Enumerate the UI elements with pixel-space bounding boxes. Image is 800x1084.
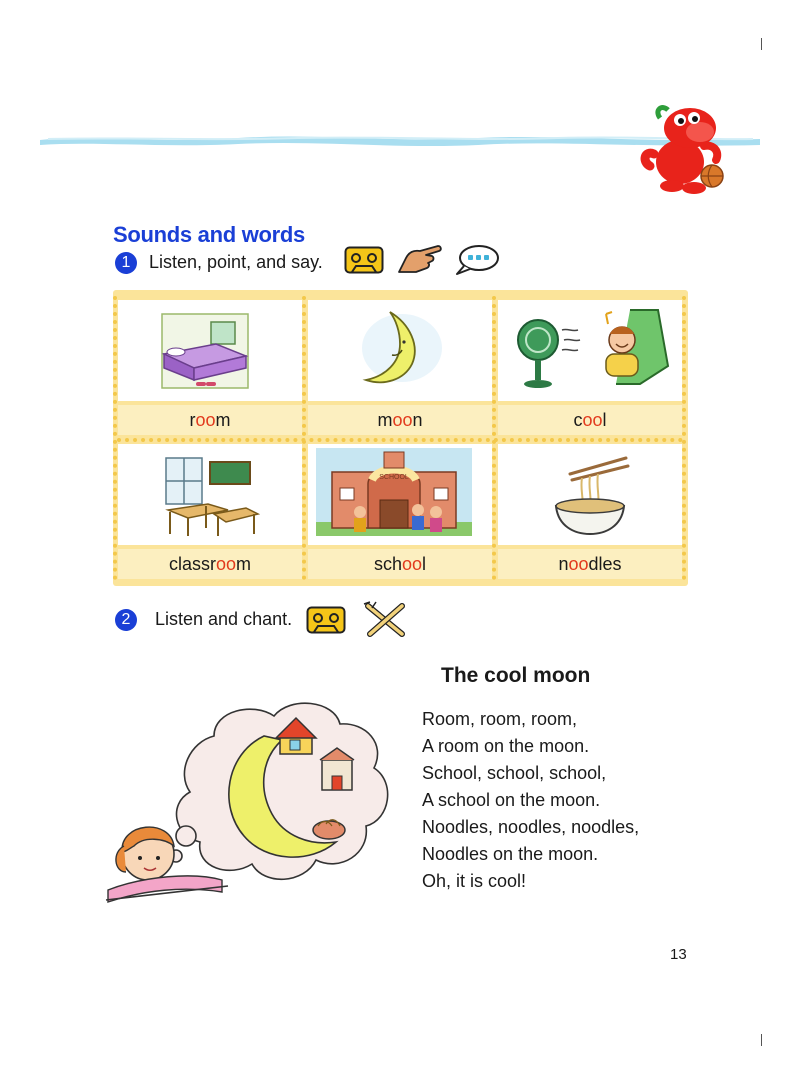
word-grid xyxy=(113,290,688,586)
poem-line: A room on the moon. xyxy=(422,736,590,756)
word-label-cool: cool xyxy=(498,405,682,435)
word-label-school: school xyxy=(308,549,492,579)
grid-border-right xyxy=(682,296,690,580)
word-label-noodles: noodles xyxy=(498,549,682,579)
activity-number-2: 2 xyxy=(115,609,137,631)
poem-title: The cool moon xyxy=(441,664,591,687)
word-label-classroom: classroom xyxy=(118,549,302,579)
moon-picture xyxy=(308,300,492,401)
cassette-icon xyxy=(344,246,384,274)
classroom-picture xyxy=(118,444,302,545)
cassette-icon xyxy=(306,606,346,634)
speech-bubble-icon xyxy=(454,244,500,276)
dreaming-girl-illustration xyxy=(104,696,404,906)
word-card-school xyxy=(308,444,492,545)
word-card-room xyxy=(118,300,302,401)
school-sign: SCHOOL xyxy=(379,474,409,481)
cool-fan-picture xyxy=(498,300,682,401)
poem-line: Noodles on the moon. xyxy=(422,844,599,864)
section-title: Sounds and words xyxy=(113,222,305,247)
bedroom-picture xyxy=(118,300,302,401)
activity-number-1: 1 xyxy=(115,252,137,274)
word-label-moon: moon xyxy=(308,405,492,435)
poem-line: Room, room, room, xyxy=(422,709,578,729)
word-card-noodles xyxy=(498,444,682,545)
word-label-room: room xyxy=(118,405,302,435)
pointing-hand-icon xyxy=(396,242,442,276)
poem-line: Oh, it is cool! xyxy=(422,871,527,891)
grid-row-divider xyxy=(117,438,683,442)
page-number: 13 xyxy=(670,946,687,963)
school-picture xyxy=(308,444,492,545)
crop-mark-top xyxy=(761,38,762,50)
word-card-classroom xyxy=(118,444,302,545)
crop-mark-bottom xyxy=(761,1034,762,1046)
drumsticks-icon xyxy=(362,600,408,638)
dinosaur-mascot-icon xyxy=(632,100,732,196)
word-card-cool xyxy=(498,300,682,401)
activity-2-instruction: Listen and chant. xyxy=(155,609,293,629)
noodles-picture xyxy=(498,444,682,545)
poem-line: School, school, school, xyxy=(422,763,607,783)
poem-line: A school on the moon. xyxy=(422,790,601,810)
poem-text xyxy=(422,706,639,895)
poem-line: Noodles, noodles, noodles, xyxy=(422,817,640,837)
word-card-moon xyxy=(308,300,492,401)
activity-1-instruction: Listen, point, and say. xyxy=(149,252,323,272)
